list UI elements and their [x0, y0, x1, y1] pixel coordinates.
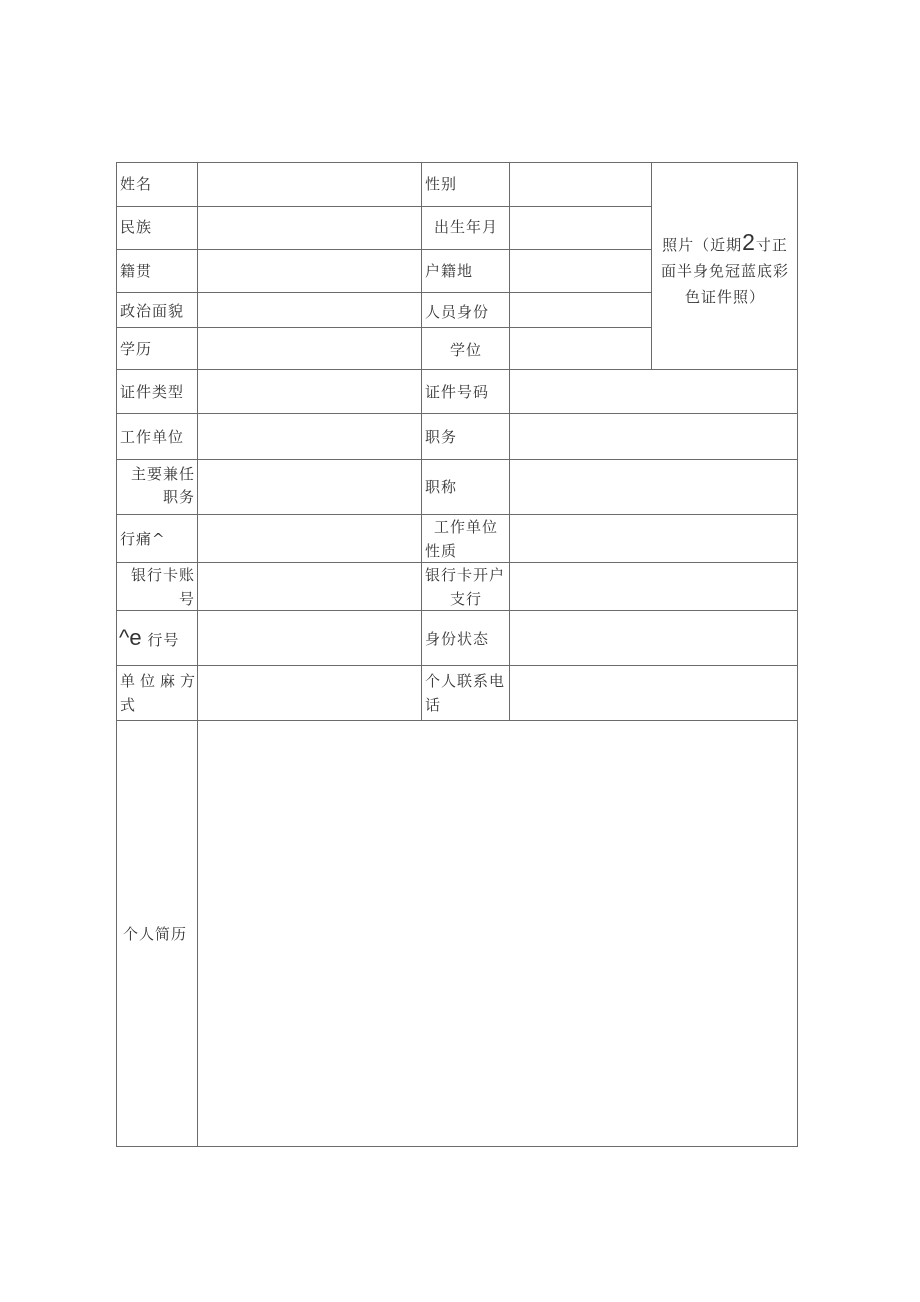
part-time-label-line1: 主要兼任 — [130, 465, 195, 483]
bank-branch-label-line2: 支行 — [450, 590, 483, 608]
political-label: 政治面貌 — [120, 302, 185, 320]
political-value-cell[interactable] — [198, 293, 422, 328]
personal-phone-label-line1: 个人联系电 — [425, 672, 506, 690]
identity-value-cell[interactable] — [510, 293, 652, 328]
unit-nature-label-line1: 工作单位 — [434, 518, 499, 536]
identity-label: 人员身份 — [425, 303, 490, 321]
id-number-value-cell[interactable] — [510, 370, 798, 414]
id-type-value-cell[interactable] — [198, 370, 422, 414]
title-label: 职称 — [425, 478, 458, 496]
photo-instructions: 照片（近期2寸正 面半身免冠蓝底彩 色证件照） — [660, 229, 789, 306]
id-number-label: 证件号码 — [425, 383, 490, 401]
id-status-label-cell — [422, 611, 510, 666]
bank-no-label: ^e 行号 — [119, 625, 180, 650]
ethnicity-value-cell[interactable] — [198, 207, 422, 250]
education-label: 学历 — [120, 340, 153, 358]
birth-label-cell — [422, 207, 510, 250]
title-value-cell[interactable] — [510, 460, 798, 515]
gender-value-cell[interactable] — [510, 163, 652, 207]
birth-label: 出生年月 — [434, 218, 499, 236]
degree-label-cell — [422, 328, 510, 370]
education-value-cell[interactable] — [198, 328, 422, 370]
native-label: 籍贯 — [120, 262, 153, 280]
unit-contact-label-cell — [117, 666, 201, 721]
bank-branch-label-line1: 银行卡开户 — [425, 566, 506, 584]
degree-value-cell[interactable] — [510, 328, 652, 370]
bank-branch-value-cell[interactable] — [510, 563, 798, 611]
native-label-cell — [117, 250, 198, 293]
id-status-label: 身份状态 — [425, 630, 490, 648]
id-status-value-cell[interactable] — [510, 611, 798, 666]
bank-account-value-cell[interactable] — [198, 563, 422, 611]
ethnicity-label-cell — [117, 207, 198, 250]
id-type-label: 证件类型 — [120, 383, 185, 401]
work-unit-value-cell[interactable] — [198, 414, 422, 460]
education-label-cell — [117, 328, 198, 370]
unit-contact-value-cell[interactable] — [198, 666, 422, 721]
work-unit-label-cell — [117, 414, 198, 460]
identity-label-cell — [422, 293, 510, 328]
native-value-cell[interactable] — [198, 250, 422, 293]
ethnicity-label: 民族 — [120, 218, 153, 236]
gender-label-cell — [422, 163, 510, 207]
personal-phone-label-cell — [422, 666, 510, 721]
gender-label: 性别 — [425, 175, 458, 193]
industry-label-cell — [117, 515, 198, 563]
name-value-cell[interactable] — [198, 163, 422, 207]
title-label-cell — [422, 460, 510, 515]
personal-phone-label-line2: 话 — [425, 696, 442, 714]
id-number-label-cell — [422, 370, 510, 414]
duty-value-cell[interactable] — [510, 414, 798, 460]
bank-account-label-cell — [117, 563, 198, 611]
birth-value-cell[interactable] — [510, 207, 652, 250]
unit-contact-label-line1: 单位麻方 — [120, 672, 201, 690]
duty-label-cell — [422, 414, 510, 460]
name-label-cell — [117, 163, 198, 207]
bank-account-label-line1: 银行卡账 — [130, 566, 195, 584]
political-label-cell — [117, 293, 198, 328]
unit-nature-label-cell — [422, 515, 510, 563]
household-value-cell[interactable] — [510, 250, 652, 293]
part-time-label-cell — [117, 460, 198, 515]
name-label: 姓名 — [120, 175, 153, 193]
part-time-label-line2: 职务 — [162, 488, 195, 506]
industry-value-cell[interactable] — [198, 515, 422, 563]
unit-nature-value-cell[interactable] — [510, 515, 798, 563]
unit-nature-label-line2: 性质 — [425, 542, 458, 560]
bank-no-value-cell[interactable] — [198, 611, 422, 666]
registration-form-table — [116, 162, 798, 1147]
part-time-value-cell[interactable] — [198, 460, 422, 515]
personal-phone-value-cell[interactable] — [510, 666, 798, 721]
bank-branch-label-cell — [422, 563, 510, 611]
work-unit-label: 工作单位 — [120, 428, 185, 446]
duty-label: 职务 — [425, 428, 458, 446]
household-label-cell — [422, 250, 510, 293]
household-label: 户籍地 — [425, 262, 474, 280]
industry-label: 行痛^ — [120, 530, 166, 548]
resume-label-cell — [117, 721, 198, 1146]
photo-cell[interactable] — [652, 163, 798, 370]
resume-value-cell[interactable] — [198, 721, 798, 1146]
degree-label: 学位 — [450, 341, 483, 359]
bank-account-label-line2: 号 — [178, 590, 195, 608]
unit-contact-label-line2: 式 — [120, 696, 137, 714]
resume-label: 个人简历 — [123, 925, 188, 943]
id-type-label-cell — [117, 370, 198, 414]
bank-no-label-cell — [117, 611, 198, 666]
